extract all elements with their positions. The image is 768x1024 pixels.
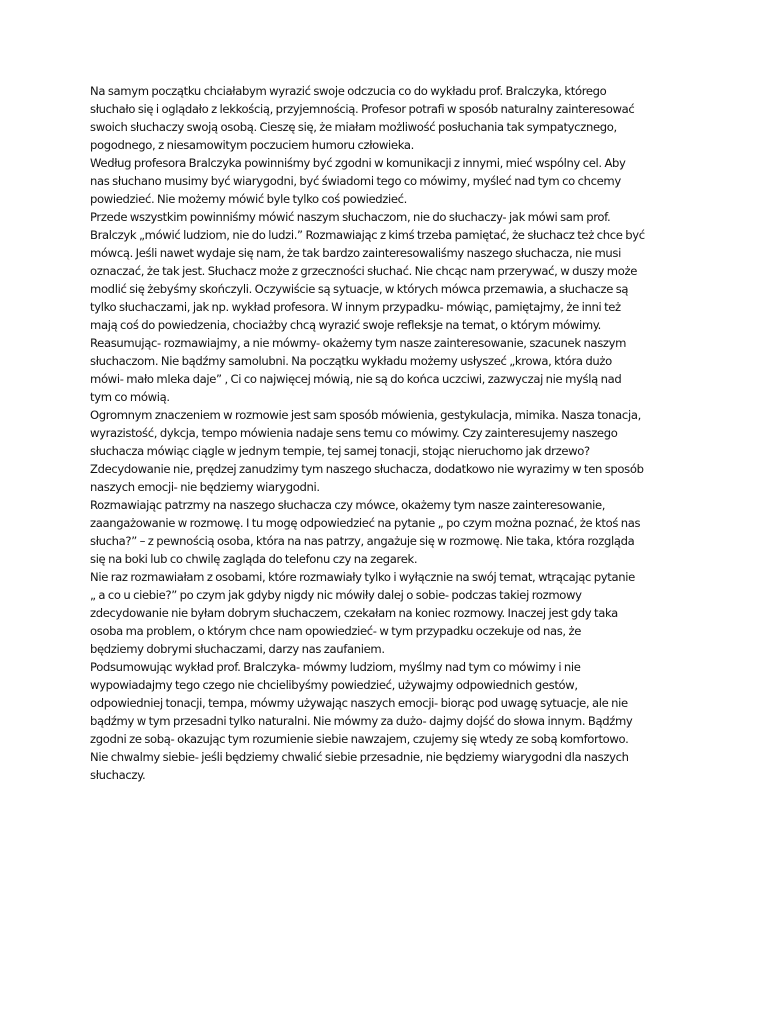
text-line: się na boki lub co chwilę zagląda do telefonu czy na zegarek. — [90, 552, 418, 566]
text-line: zaangażowanie w rozmowę. I tu mogę odpowiedzieć na pytanie „ po czym można poznać, że ktoś nas — [90, 516, 641, 530]
text-line: Nie raz rozmawiałam z osobami, które rozmawiały tylko i wyłącznie na swój temat, wtrącając pytanie — [90, 570, 635, 584]
text-line: Podsumowując wykład prof. Bralczyka- mówmy ludziom, myślmy nad tym co mówimy i nie — [90, 660, 581, 674]
text-line: osoba ma problem, o którym chce nam opowiedzieć- w tym przypadku oczekuje od nas, że — [90, 624, 582, 638]
text-line: naszych emocji- nie będziemy wiarygodni. — [90, 480, 320, 494]
text-line: oznaczać, że tak jest. Słuchacz może z grzeczności słuchać. Nie chcąc nam przerywać, w duszy może — [90, 264, 637, 278]
text-line: wypowiadajmy tego czego nie chcielibyśmy powiedzieć, używajmy odpowiednich gestów, — [90, 678, 578, 692]
text-line: Nie chwalmy siebie- jeśli będziemy chwalić siebie przesadnie, nie będziemy wiarygodni dla naszych — [90, 750, 629, 764]
text-line: słuchaczom. Nie bądźmy samolubni. Na początku wykładu możemy usłyszeć „krowa, która dużo — [90, 354, 612, 368]
text-line: Reasumując- rozmawiajmy, a nie mówmy- okażemy tym nasze zainteresowanie, szacunek naszym — [90, 336, 627, 350]
text-line: odpowiedniej tonacji, tempa, mówmy używając naszych emocji- biorąc pod uwagę sytuacje, ale nie — [90, 696, 628, 710]
text-line: „ a co u ciebie?” po czym jak gdyby nigdy nic mówiły dalej o sobie- podczas takiej rozmowy — [90, 588, 582, 602]
text-line: mają coś do powiedzenia, chociażby chcą wyrazić swoje refleksje na temat, o którym mówimy. — [90, 318, 602, 332]
text-line: bądźmy w tym przesadni tylko naturalni. Nie mówmy za dużo- dajmy dojść do słowa innym. Bądźmy — [90, 714, 633, 728]
text-line: mówi- mało mleka daje” , Ci co najwięcej mówią, nie są do końca uczciwi, zazwyczaj nie myślą nad — [90, 372, 622, 386]
text-line: Na samym początku chciałabym wyrazić swoje odczucia co do wykładu prof. Bralczyka, którego — [90, 84, 607, 98]
text-line: zgodni ze sobą- okazując tym rozumienie siebie nawzajem, czujemy się wtedy ze sobą komfortowo. — [90, 732, 629, 746]
text-line: Przede wszystkim powinniśmy mówić naszym słuchaczom, nie do słuchaczy- jak mówi sam prof. — [90, 210, 611, 224]
text-line: Zdecydowanie nie, prędzej zanudzimy tym naszego słuchacza, dodatkowo nie wyrazimy w ten sposób — [90, 462, 644, 476]
text-line: słuchało się i oglądało z lekkością, przyjemnością. Profesor potrafi w sposób naturalny zainteresować — [90, 102, 635, 116]
text-line: swoich słuchaczy swoją osobą. Cieszę się, że miałam możliwość posłuchania tak sympatycznego, — [90, 120, 617, 134]
text-line: słuchaczy. — [90, 768, 146, 782]
text-line: Według profesora Bralczyka powinniśmy być zgodni w komunikacji z innymi, mieć wspólny cel. Aby — [90, 156, 626, 170]
text-line: modlić się żebyśmy skończyli. Oczywiście są sytuacje, w których mówca przemawia, a słuchacze są — [90, 282, 629, 296]
text-line: słuchacza mówiąc ciągle w jednym tempie, tej samej tonacji, stojąc nieruchomo jak drzewo? — [90, 444, 590, 458]
text-line: powiedzieć. Nie możemy mówić byle tylko coś powiedzieć. — [90, 192, 407, 206]
text-line: nas słuchano musimy być wiarygodni, być świadomi tego co mówimy, myśleć nad tym co chcemy — [90, 174, 621, 188]
text-line: tym co mówią. — [90, 390, 170, 404]
text-line: Ogromnym znaczeniem w rozmowie jest sam sposób mówienia, gestykulacja, mimika. Nasza tonacja, — [90, 408, 641, 422]
text-line: słucha?” – z pewnością osoba, która na nas patrzy, angażuje się w rozmowę. Nie taka, która rozgląda — [90, 534, 635, 548]
text-line: Bralczyk „mówić ludziom, nie do ludzi.” Rozmawiając z kimś trzeba pamiętać, że słuchacz też chce być — [90, 228, 645, 242]
text-line: Rozmawiając patrzmy na naszego słuchacza czy mówce, okażemy tym nasze zainteresowanie, — [90, 498, 606, 512]
text-line: pogodnego, z niesamowitym poczuciem humoru człowieka. — [90, 138, 414, 152]
text-line: mówcą. Jeśli nawet wydaje się nam, że tak bardzo zainteresowaliśmy naszego słuchacza, nie musi — [90, 246, 621, 260]
text-line: wyrazistość, dykcja, tempo mówienia nadaje sens temu co mówimy. Czy zainteresujemy naszego — [90, 426, 618, 440]
text-line: zdecydowanie nie byłam dobrym słuchaczem, czekałam na koniec rozmowy. Inaczej jest gdy taka — [90, 606, 618, 620]
document-body — [90, 82, 688, 784]
text-line: będziemy dobrymi słuchaczami, darzy nas zaufaniem. — [90, 642, 385, 656]
text-line: tylko słuchaczami, jak np. wykład profesora. W innym przypadku- mówiąc, pamiętajmy, że inni też — [90, 300, 621, 314]
